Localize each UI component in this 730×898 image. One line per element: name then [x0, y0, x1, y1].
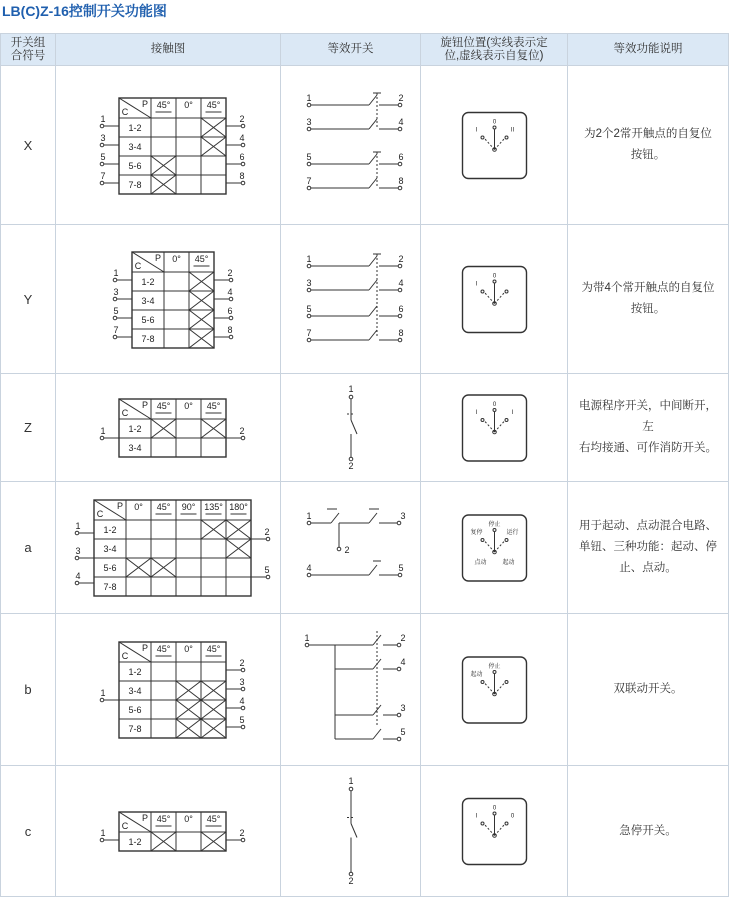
- terminal: [229, 316, 233, 320]
- terminal-label: 1: [100, 827, 106, 838]
- contact-cell-svg: [56, 767, 281, 896]
- contact-blade: [369, 256, 377, 266]
- terminal-label: 6: [227, 305, 233, 316]
- equiv-label: 1: [306, 253, 312, 264]
- terminal-label: 5: [264, 564, 270, 575]
- contact-cell: [56, 374, 281, 482]
- terminal-label: 2: [239, 657, 245, 668]
- equiv-label: 3: [400, 702, 406, 713]
- knob-label: 停止: [488, 663, 501, 670]
- contact-cell: [56, 482, 281, 614]
- corner-p-label: P: [141, 399, 149, 410]
- position-label: 45°: [156, 400, 171, 411]
- contact-cell: [56, 66, 281, 225]
- terminal-label: 3: [239, 676, 245, 687]
- terminal: [229, 297, 233, 301]
- terminal: [100, 162, 104, 166]
- terminal: [241, 725, 245, 729]
- equiv-label: 3: [306, 116, 312, 127]
- knob-cell-svg: [421, 67, 568, 224]
- equivalent-cell: [281, 225, 421, 374]
- header-row: [1, 34, 729, 66]
- contact-label: 1-2: [128, 666, 142, 677]
- knob-cell: [421, 66, 568, 225]
- description-line: 为带4个常开触点的自复位: [581, 282, 715, 294]
- equivalent-switch: [306, 254, 403, 342]
- terminal: [100, 698, 104, 702]
- terminal-label: 3: [113, 286, 119, 297]
- terminal-label: 4: [75, 570, 81, 581]
- knob-label: I: [475, 281, 478, 287]
- knob-position: [463, 657, 527, 723]
- equiv-label: 5: [306, 303, 312, 314]
- equiv-label: 3: [400, 510, 406, 521]
- terminal: [100, 181, 104, 185]
- knob-label: 起动: [502, 559, 515, 566]
- contact-diagram: [100, 399, 245, 457]
- terminal-label: 2: [227, 267, 233, 278]
- terminal-label: 2: [239, 113, 245, 124]
- contact-cell: [56, 614, 281, 766]
- knob-cell: [421, 766, 568, 897]
- corner-c-label: C: [134, 260, 142, 271]
- equiv-label: 2: [344, 544, 350, 555]
- header-description: 等效功能说明: [568, 34, 729, 66]
- equiv-label: 1: [304, 632, 310, 643]
- contact-cell-svg: [56, 615, 281, 765]
- contact-blade: [373, 705, 381, 715]
- contact-cell-svg: [56, 226, 281, 373]
- equivalent-cell-svg: [281, 615, 421, 765]
- equiv-label: 1: [348, 383, 354, 394]
- equivalent-switch: [306, 93, 403, 190]
- knob-label: I: [475, 127, 478, 133]
- knob-position: [463, 112, 527, 178]
- equiv-label: 1: [306, 510, 312, 521]
- equivalent-cell: [281, 614, 421, 766]
- position-label: 45°: [156, 99, 171, 110]
- contact-blade: [369, 306, 377, 316]
- equiv-label: 4: [398, 277, 404, 288]
- description-line: 急停开关。: [619, 824, 677, 837]
- position-label: 135°: [204, 501, 223, 512]
- contact-label: 5-6: [128, 160, 142, 171]
- terminal: [241, 838, 245, 842]
- terminal: [241, 162, 245, 166]
- terminal-label: 7: [100, 170, 106, 181]
- corner-p-label: P: [141, 98, 149, 109]
- corner-c-label: C: [121, 106, 129, 117]
- corner-c-label: C: [96, 508, 104, 519]
- contact-blade: [369, 95, 377, 105]
- equivalent-cell-svg: [281, 767, 421, 896]
- equiv-label: 6: [398, 303, 404, 314]
- header-symbol: 开关组 合符号: [1, 34, 56, 66]
- position-label: 0°: [184, 99, 193, 110]
- terminal: [75, 531, 79, 535]
- equivalent-cell-svg: [281, 375, 421, 481]
- equiv-label: 3: [306, 277, 312, 288]
- corner-p-label: P: [154, 252, 162, 263]
- terminal-label: 5: [113, 305, 119, 316]
- terminal: [241, 143, 245, 147]
- equiv-label: 2: [398, 92, 404, 103]
- contact-blade: [369, 178, 377, 188]
- knob-label: 点动: [474, 559, 487, 566]
- knob-label: 0: [510, 813, 515, 819]
- equiv-label: 4: [398, 116, 404, 127]
- terminal-label: 1: [100, 687, 106, 698]
- contact-label: 7-8: [141, 333, 155, 344]
- knob-label: 0: [492, 119, 497, 125]
- equiv-label: 6: [398, 151, 404, 162]
- description-line: 止、点动。: [619, 562, 677, 574]
- equiv-label: 4: [400, 656, 406, 667]
- position-label: 180°: [229, 501, 248, 512]
- contact-blade: [369, 280, 377, 290]
- terminal-label: 7: [113, 324, 119, 335]
- table-row: [1, 66, 729, 225]
- description-line: 电源程序开关，中间断开，左: [579, 400, 717, 433]
- switch-symbol: Z: [1, 374, 56, 482]
- equivalent-cell-svg: [281, 67, 421, 224]
- contact-blade: [369, 330, 377, 340]
- position-label: 45°: [194, 253, 209, 264]
- equivalent-cell: [281, 374, 421, 482]
- terminal-label: 1: [100, 113, 106, 124]
- knob-cell: [421, 374, 568, 482]
- equiv-label: 2: [400, 632, 406, 643]
- contact-label: 3-4: [103, 543, 117, 554]
- equiv-label: 4: [306, 562, 312, 573]
- knob-cell-svg: [421, 615, 568, 765]
- description-line: 右均接通、可作消防开关。: [579, 442, 717, 454]
- position-label: 0°: [184, 643, 193, 654]
- contact-blade: [351, 420, 357, 434]
- knob-cell-svg: [421, 483, 568, 613]
- contact-blade: [369, 154, 377, 164]
- knob-label: 0: [492, 805, 497, 811]
- terminal-label: 2: [264, 526, 270, 537]
- equiv-label: 8: [398, 175, 404, 186]
- contact-blade: [369, 565, 377, 575]
- terminal: [241, 436, 245, 440]
- terminal: [113, 278, 117, 282]
- contact-label: 5-6: [141, 314, 155, 325]
- equivalent-cell-svg: [281, 226, 421, 373]
- terminal-label: 8: [227, 324, 233, 335]
- terminal: [100, 838, 104, 842]
- contact-cell: [56, 766, 281, 897]
- switch-symbol: a: [1, 482, 56, 614]
- knob-label: 0: [492, 401, 497, 408]
- description-line: 单钮、三种功能：起动、停: [579, 541, 717, 553]
- table-row: [1, 225, 729, 374]
- contact-diagram: [100, 812, 245, 851]
- equivalent-cell: [281, 66, 421, 225]
- knob-label: 停止: [488, 521, 501, 528]
- terminal-label: 4: [239, 132, 245, 143]
- description-line: 用于起动、点动混合电路、: [579, 520, 717, 532]
- equivalent-cell-svg: [281, 483, 421, 613]
- corner-p-label: P: [141, 812, 149, 823]
- contact-label: 1-2: [128, 423, 142, 434]
- terminal-label: 6: [239, 151, 245, 162]
- terminal: [100, 436, 104, 440]
- terminal: [266, 575, 270, 579]
- knob-position: [463, 266, 527, 332]
- knob-label: I: [475, 813, 478, 819]
- equiv-label: 8: [398, 327, 404, 338]
- switch-symbol: b: [1, 614, 56, 766]
- table-row: [1, 614, 729, 766]
- knob-label: 0: [492, 273, 497, 279]
- terminal-label: 2: [239, 425, 245, 436]
- contact-cell: [56, 225, 281, 374]
- page-title: LB(C)Z-16控制开关功能图: [2, 3, 167, 19]
- terminal-label: 4: [227, 286, 233, 297]
- contact-label: 7-8: [128, 179, 142, 190]
- contact-diagram: [75, 500, 270, 596]
- terminal-label: 5: [239, 714, 245, 725]
- position-label: 0°: [184, 400, 193, 411]
- terminal: [241, 687, 245, 691]
- contact-blade: [373, 729, 381, 739]
- terminal: [100, 124, 104, 128]
- description-line: 按钮。: [630, 149, 666, 161]
- corner-c-label: C: [121, 820, 129, 831]
- position-label: 90°: [181, 501, 196, 512]
- contact-blade: [351, 823, 357, 837]
- position-label: 45°: [156, 813, 171, 824]
- knob-label: 起动: [470, 671, 483, 678]
- table-row: [1, 374, 729, 482]
- terminal-label: 3: [100, 132, 106, 143]
- terminal-label: 8: [239, 170, 245, 181]
- terminal: [229, 335, 233, 339]
- knob-position: [463, 798, 527, 864]
- corner-c-label: C: [121, 407, 129, 418]
- position-label: 0°: [184, 813, 193, 824]
- function-description: [568, 66, 729, 225]
- equiv-label: 5: [398, 562, 404, 573]
- knob-label: 复停: [470, 529, 483, 536]
- terminal: [241, 181, 245, 185]
- contact-label: 1-2: [128, 836, 142, 847]
- knob-position: [463, 395, 527, 461]
- knob-cell-svg: [421, 226, 568, 373]
- contact-cell-svg: [56, 483, 281, 613]
- terminal: [241, 124, 245, 128]
- contact-label: 1-2: [141, 276, 155, 287]
- position-label: 45°: [156, 501, 171, 512]
- contact-label: 3-4: [141, 295, 155, 306]
- function-description: [568, 225, 729, 374]
- contact-label: 7-8: [103, 581, 117, 592]
- knob-position: [463, 515, 527, 581]
- position-label: 45°: [206, 400, 221, 411]
- contact-label: 3-4: [128, 685, 142, 696]
- position-label: 0°: [172, 253, 181, 264]
- function-description: [568, 766, 729, 897]
- contact-label: 3-4: [128, 141, 142, 152]
- equiv-label: 5: [306, 151, 312, 162]
- equiv-label: 1: [306, 92, 312, 103]
- corner-p-label: P: [141, 642, 149, 653]
- equiv-label: 2: [348, 875, 354, 886]
- equiv-label: 7: [306, 327, 312, 338]
- equiv-label: 2: [348, 460, 354, 471]
- contact-label: 1-2: [103, 524, 117, 535]
- description-line: 为2个2常开触点的自复位: [584, 128, 712, 140]
- terminal-label: 1: [100, 425, 106, 436]
- knob-cell: [421, 482, 568, 614]
- equivalent-cell: [281, 482, 421, 614]
- contact-diagram: [113, 252, 233, 348]
- terminal-label: 5: [100, 151, 106, 162]
- contact-diagram: [100, 98, 245, 194]
- equiv-label: 5: [400, 726, 406, 737]
- terminal: [113, 297, 117, 301]
- equivalent-cell: [281, 766, 421, 897]
- contact-cell-svg: [56, 375, 281, 481]
- switch-symbol: Y: [1, 225, 56, 374]
- position-label: 45°: [156, 643, 171, 654]
- knob-cell-svg: [421, 375, 568, 481]
- knob-cell: [421, 225, 568, 374]
- terminal: [229, 278, 233, 282]
- contact-label: 7-8: [128, 723, 142, 734]
- table-row: [1, 766, 729, 897]
- terminal: [113, 335, 117, 339]
- contact-blade: [369, 119, 377, 129]
- equivalent-switch: [306, 509, 405, 577]
- table-row: [1, 482, 729, 614]
- knob-label: 运行: [506, 529, 519, 536]
- function-table: [0, 33, 729, 897]
- header-contact: 接触图: [56, 34, 281, 66]
- corner-p-label: P: [116, 500, 124, 511]
- terminal-label: 2: [239, 827, 245, 838]
- terminal: [241, 668, 245, 672]
- function-description: [568, 614, 729, 766]
- function-description: [568, 482, 729, 614]
- position-label: 45°: [206, 99, 221, 110]
- terminal: [75, 556, 79, 560]
- corner-c-label: C: [121, 650, 129, 661]
- terminal-label: 4: [239, 695, 245, 706]
- terminal-label: 3: [75, 545, 81, 556]
- equivalent-switch: [347, 776, 357, 886]
- position-label: 0°: [134, 501, 143, 512]
- switch-symbol: X: [1, 66, 56, 225]
- contact-cell-svg: [56, 67, 281, 224]
- switch-symbol: c: [1, 766, 56, 897]
- contact-label: 5-6: [103, 562, 117, 573]
- knob-label: I: [475, 409, 478, 416]
- contact-label: 3-4: [128, 442, 142, 453]
- terminal: [241, 706, 245, 710]
- contact-label: 1-2: [128, 122, 142, 133]
- terminal-label: 1: [113, 267, 119, 278]
- terminal: [75, 581, 79, 585]
- knob-label: II: [510, 127, 515, 133]
- header-equivalent: 等效开关: [281, 34, 421, 66]
- position-label: 45°: [206, 643, 221, 654]
- contact-diagram: [100, 642, 245, 738]
- equivalent-switch: [347, 384, 357, 471]
- function-description: [568, 374, 729, 482]
- knob-cell-svg: [421, 767, 568, 896]
- equiv-label: 1: [348, 775, 354, 786]
- knob-cell: [421, 614, 568, 766]
- equiv-label: 7: [306, 175, 312, 186]
- description-line: 按钮。: [630, 303, 666, 315]
- position-label: 45°: [206, 813, 221, 824]
- terminal: [100, 143, 104, 147]
- terminal: [266, 537, 270, 541]
- equiv-label: 2: [398, 253, 404, 264]
- terminal-label: 1: [75, 520, 81, 531]
- header-knob: 旋钮位置(实线表示定 位,虚线表示自复位): [421, 34, 568, 66]
- knob-label: I: [511, 409, 514, 416]
- equivalent-switch: [304, 631, 405, 741]
- contact-label: 5-6: [128, 704, 142, 715]
- terminal: [113, 316, 117, 320]
- description-line: 双联动开关。: [613, 683, 683, 695]
